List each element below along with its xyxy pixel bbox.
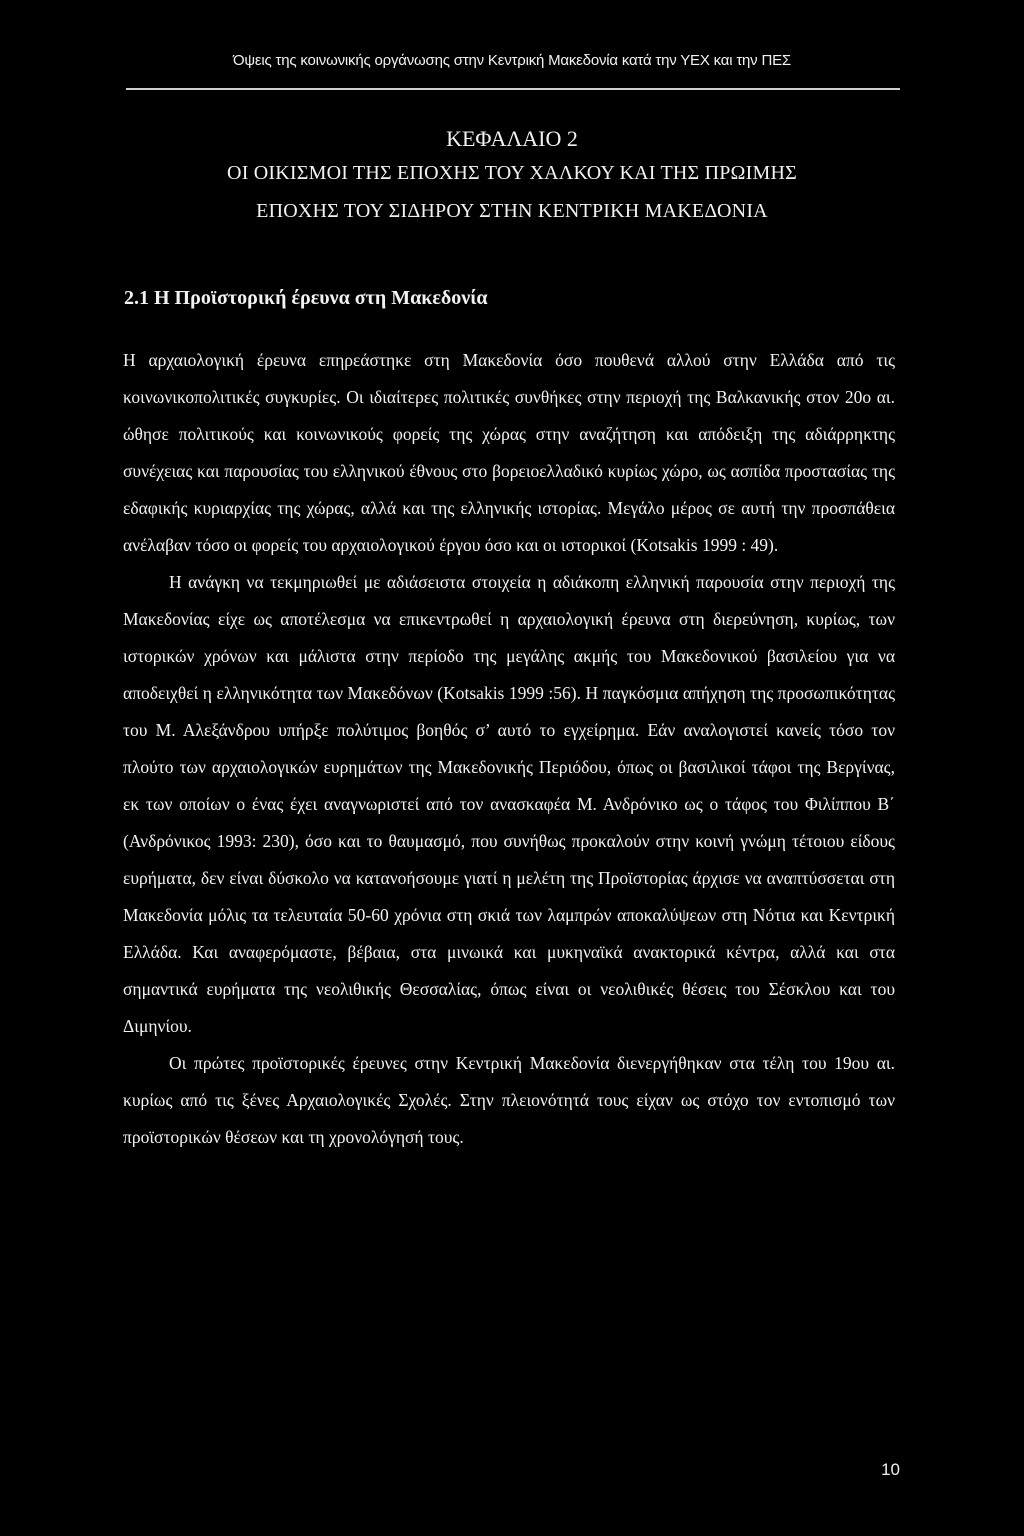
paragraph-2: Η ανάγκη να τεκμηριωθεί με αδιάσειστα στοιχεία η αδιάκοπη ελληνική παρουσία στην περιοχή της Μακεδονίας είχε ως αποτέλεσμα να επικεντρωθεί η αρχαιολογική έρευνα στη διερεύνηση, κυρίως, των ιστορικών χρόνων και μάλιστα στην περίοδο της μεγάλης ακμής του Μακεδονικού βασιλείου για να αποδειχθεί η ελληνικότητα των Μακεδόνων (Kotsakis 1999 :56). Η παγκόσμια απήχηση της προσωπικότητας του Μ. Αλεξάνδρου υπήρξε πολύτιμος βοηθός σ’ αυτό το εγχείρημα. Εάν αναλογιστεί κανείς τόσο τον πλούτο των αρχαιολογικών ευρημάτων της Μακεδονικής Περιόδου, όπως οι βασιλικοί τάφοι της Βεργίνας, εκ των οποίων ο ένας έχει αναγνωριστεί από τον ανασκαφέα Μ. Ανδρόνικο ως ο τάφος του Φιλίππου Β΄ (Ανδρόνικος 1993: 230), όσο και το θαυμασμό, που συνήθως προκαλούν στην κοινή γνώμη τέτοιου είδους ευρήματα, δεν είναι δύσκολο να κατανοήσουμε γιατί η μελέτη της Προϊστορίας άρχισε να αναπτύσσεται στη Μακεδονία μόλις τα τελευταία 50-60 χρόνια στη σκιά των λαμπρών αποκαλύψεων στη Νότια και Κεντρική Ελλάδα. Και αναφερόμαστε, βέβαια, στα μινωικά και μυκηναϊκά ανακτορικά κέντρα, αλλά και στα σημαντικά ευρήματα της νεολιθικής Θεσσαλίας, όπως είναι οι νεολιθικές θέσεις του Σέσκλου και του Διμηνίου.: [123, 572, 895, 1036]
section-heading: 2.1 Η Προϊστορική έρευνα στη Μακεδονία: [124, 287, 488, 309]
header-rule: [126, 88, 900, 90]
chapter-title-line-1: ΟΙ ΟΙΚΙΣΜΟΙ ΤΗΣ ΕΠΟΧΗΣ ΤΟΥ ΧΑΛΚΟΥ ΚΑΙ ΤΗΣ ΠΡΩΙΜΗΣ: [227, 162, 797, 184]
chapter-title-line-2: ΕΠΟΧΗΣ ΤΟΥ ΣΙΔΗΡΟΥ ΣΤΗΝ ΚΕΝΤΡΙΚΗ ΜΑΚΕΔΟΝΙΑ: [256, 200, 768, 222]
body-text: [123, 342, 895, 1156]
chapter-heading: [0, 124, 1024, 230]
page-number: 10: [881, 1460, 900, 1479]
chapter-label: ΚΕΦΑΛΑΙΟ 2: [446, 126, 578, 151]
paragraph-3: Οι πρώτες προϊστορικές έρευνες στην Κεντρική Μακεδονία διενεργήθηκαν στα τέλη του 19ου αι. κυρίως από τις ξένες Αρχαιολογικές Σχολές. Στην πλειονότητά τους είχαν ως στόχο τον εντοπισμό των προϊστορικών θέσεων και τη χρονολόγησή τους.: [123, 1053, 895, 1147]
running-header: Όψεις της κοινωνικής οργάνωσης στην Κεντρική Μακεδονία κατά την ΥΕΧ και την ΠΕΣ: [233, 52, 791, 69]
paragraph-1: Η αρχαιολογική έρευνα επηρεάστηκε στη Μακεδονία όσο πουθενά αλλού στην Ελλάδα από τις κοινωνικοπολιτικές συγκυρίες. Οι ιδιαίτερες πολιτικές συνθήκες στην περιοχή της Βαλκανικής στον 20ο αι. ώθησε πολιτικούς και κοινωνικούς φορείς της χώρας στην αναζήτηση και απόδειξη της αδιάρρηκτης συνέχειας και παρουσίας του ελληνικού έθνους στο βορειοελλαδικό κυρίως χώρο, ως ασπίδα προστασίας της εδαφικής κυριαρχίας της χώρας, αλλά και της ελληνικής ιστορίας. Μεγάλο μέρος σε αυτή την προσπάθεια ανέλαβαν τόσο οι φορείς του αρχαιολογικού έργου όσο και οι ιστορικοί (Kotsakis 1999 : 49).: [123, 350, 895, 555]
